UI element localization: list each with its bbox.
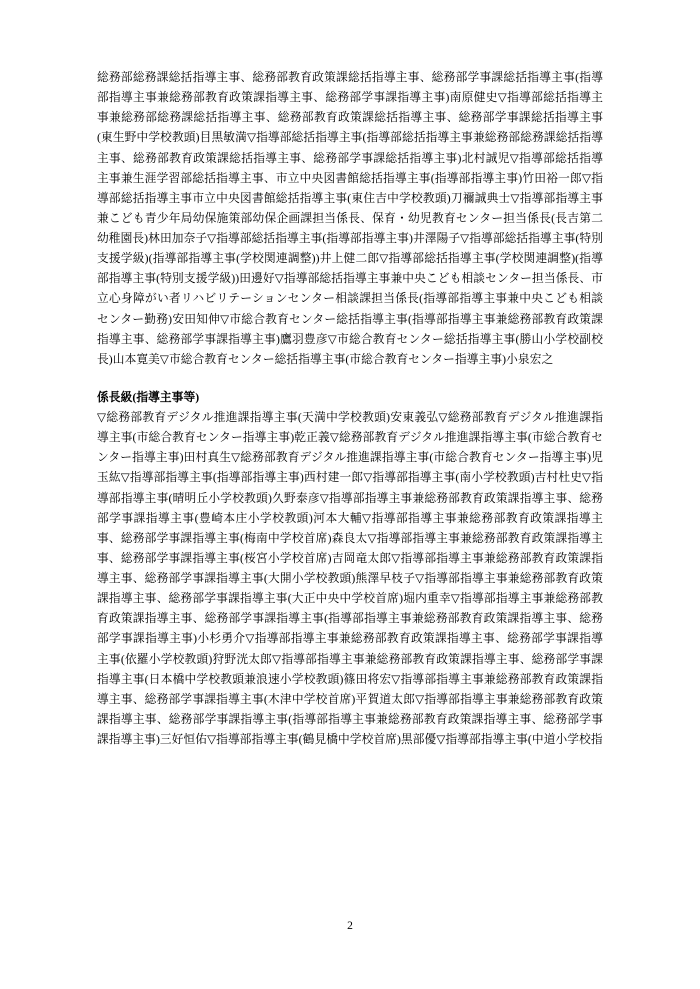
page-number: 2	[347, 920, 353, 932]
document-body	[97, 68, 603, 750]
section-heading-kakaricho: 係長級(指導主事等)	[97, 390, 200, 404]
paragraph-appointments-2: ▽総務部教育デジタル推進課指導主事(天満中学校教頭)安東義弘▽総務部教育デジタル推進課指導主事(市総合教育センター指導主事)乾正義▽総務部教育デジタル推進課指導主事(市総合教育センター指導主事)田村真生▽総務部教育デジタル推進課指導主事(市総合教育センター指導主事)児玉紘▽指導部指導主事(指導部指導主事)西村建一郎▽指導部指導主事(南小学校教頭)吉村杜史▽指導部指導主事(晴明丘小学校教頭)久野泰彦▽指導部指導主事兼総務部教育政策課指導主事、総務部学事課指導主事(豊崎本庄小学校教頭)河本大輔▽指導部指導主事兼総務部教育政策課指導主事、総務部学事課指導主事(梅南中学校首席)森良太▽指導部指導主事兼総務部教育政策課指導主事、総務部学事課指導主事(桜宮小学校首席)吉岡竜太郎▽指導部指導主事兼総務部教育政策課指導主事、総務部学事課指導主事(大開小学校教頭)熊澤早枝子▽指導部指導主事兼総務部教育政策課指導主事、総務部学事課指導主事(大正中央中学校首席)堀内重幸▽指導部指導主事兼総務部教育政策課指導主事、総務部学事課指導主事(指導部指導主事兼総務部教育政策課指導主事、総務部学事課指導主事)小杉勇介▽指導部指導主事兼総務部教育政策課指導主事、総務部学事課指導主事(依羅小学校教頭)狩野洸太郎▽指導部指導主事兼総務部教育政策課指導主事、総務部学事課指導主事(日本橋中学校教頭兼浪速小学校教頭)篠田将宏▽指導部指導主事兼総務部教育政策課指導主事、総務部学事課指導主事(木津中学校首席)平賀道太郎▽指導部指導主事兼総務部教育政策課指導主事、総務部学事課指導主事(指導部指導主事兼総務部教育政策課指導主事、総務部学事課指導主事)三好恒佑▽指導部指導主事(鶴見橋中学校首席)黒部優▽指導部指導主事(中道小学校指	[97, 411, 603, 746]
paragraph-appointments-1: 総務部総務課総括指導主事、総務部教育政策課総括指導主事、総務部学事課総括指導主事(指導部指導主事兼総務部教育政策課指導主事、総務部学事課指導主事)南原健史▽指導部総括指導主事兼総務部総務課総括指導主事、総務部教育政策課総括指導主事、総務部学事課総括指導主事(東生野中学校教頭)目黒敏満▽指導部総括指導主事(指導部総括指導主事兼総務部総務課総括指導主事、総務部教育政策課総括指導主事、総務部学事課総括指導主事)北村誠児▽指導部総括指導主事兼生涯学習部総括指導主事、市立中央図書館総括指導主事(指導部指導主事)竹田裕一郎▽指導部総括指導主事市立中央図書館総括指導主事(東住吉中学校教頭)刀禰誠典士▽指導部指導主事兼こども青少年局幼保施策部幼保企画課担当係長、保育・幼児教育センター担当係長(長吉第二幼稚園長)林田加奈子▽指導部総括指導主事(指導部指導主事)井澤陽子▽指導部総括指導主事(特別支援学級)(指導部指導主事(学校関連調整))井上健二郎▽指導部総括指導主事(学校関連調整)(指導部指導主事(特別支援学級))田邊好▽指導部総括指導主事兼中央こども相談センター担当係長、市立心身障がい者リハビリテーションセンター相談課担当係長(指導部指導主事兼中央こども相談センター勤務)安田知伸▽市総合教育センター総括指導主事(指導部指導主事兼総務部教育政策課指導主事、総務部学事課指導主事)鷹羽豊彦▽市総合教育センター総括指導主事(勝山小学校副校長)山本寛美▽市総合教育センター総括指導主事(市総合教育センター指導主事)小泉宏之	[97, 71, 603, 366]
